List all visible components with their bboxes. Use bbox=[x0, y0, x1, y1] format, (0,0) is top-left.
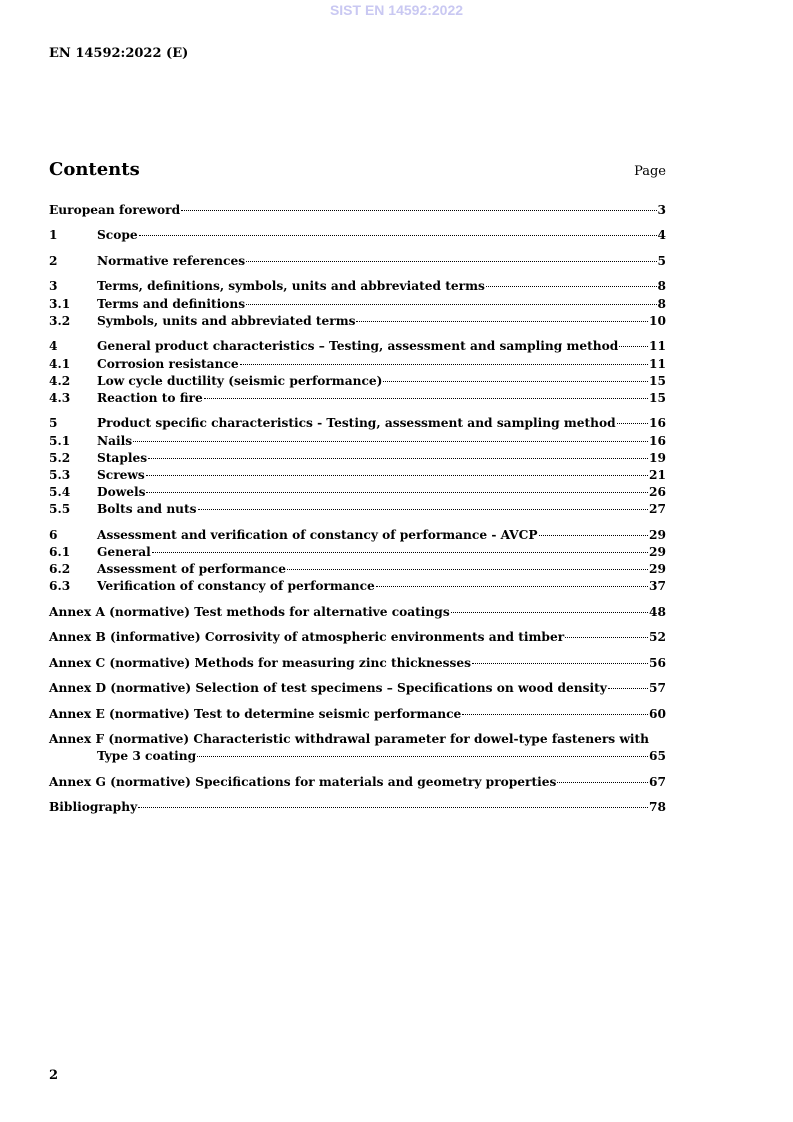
toc-entry-title: Verification of constancy of performance bbox=[97, 579, 375, 594]
toc-entry-continuation[interactable] bbox=[49, 749, 666, 766]
toc-entry[interactable] bbox=[49, 579, 666, 596]
toc-entry[interactable] bbox=[49, 707, 666, 724]
toc-entry-page: 29 bbox=[649, 562, 666, 577]
toc-group bbox=[49, 203, 666, 220]
toc-entry-number: 6.3 bbox=[49, 579, 71, 594]
toc-entry[interactable] bbox=[49, 339, 666, 356]
toc-entry-title: Annex F (normative) Characteristic withdrawal parameter for dowel-type fasteners with bbox=[49, 732, 649, 747]
toc-group bbox=[49, 656, 666, 673]
toc-group bbox=[49, 630, 666, 647]
toc-entry-number: 3 bbox=[49, 279, 58, 294]
toc-entry[interactable] bbox=[49, 203, 666, 220]
toc-entry-page: 21 bbox=[649, 467, 666, 482]
toc-group bbox=[49, 775, 666, 792]
toc-entry-title: Annex C (normative) Methods for measuring zinc thicknesses bbox=[49, 655, 471, 670]
dot-leader bbox=[608, 688, 648, 689]
toc-group bbox=[49, 416, 666, 519]
dot-leader bbox=[138, 807, 648, 808]
toc-group bbox=[49, 279, 666, 331]
toc-entry-number: 5.1 bbox=[49, 433, 71, 448]
toc-entry-page: 67 bbox=[649, 774, 666, 789]
toc-entry-page: 60 bbox=[649, 706, 666, 721]
toc-entry-title-continuation: Type 3 coating bbox=[97, 749, 197, 764]
toc-entry[interactable] bbox=[49, 254, 666, 271]
toc-entry-title: Annex B (informative) Corrosivity of atmospheric environments and timber bbox=[49, 630, 565, 645]
dot-leader bbox=[146, 475, 648, 476]
dot-leader bbox=[462, 714, 648, 715]
dot-leader bbox=[472, 663, 648, 664]
dot-leader bbox=[198, 509, 649, 510]
contents-title: Contents bbox=[49, 159, 140, 180]
toc-entry-number: 5.2 bbox=[49, 450, 71, 465]
dot-leader bbox=[139, 235, 657, 236]
dot-leader bbox=[246, 261, 656, 262]
toc-entry-page: 29 bbox=[649, 544, 666, 559]
toc-entry-number: 4.3 bbox=[49, 390, 71, 405]
toc-entry-number: 4.1 bbox=[49, 356, 71, 371]
toc-entry-page: 48 bbox=[649, 604, 666, 619]
toc-entry-page: 57 bbox=[649, 681, 666, 696]
toc-entry-page: 16 bbox=[649, 433, 666, 448]
toc-entry-title: Low cycle ductility (seismic performance) bbox=[97, 373, 383, 388]
toc-entry-title: General product characteristics – Testing, assessment and sampling method bbox=[97, 339, 619, 354]
toc-entry-number: 3.1 bbox=[49, 296, 71, 311]
toc-entry-page: 56 bbox=[649, 655, 666, 670]
toc-group bbox=[49, 254, 666, 271]
page-column-label: Page bbox=[634, 164, 666, 179]
toc-entry-title: Screws bbox=[97, 467, 145, 482]
toc-group bbox=[49, 681, 666, 698]
dot-leader bbox=[557, 782, 648, 783]
toc-entry[interactable] bbox=[49, 562, 666, 579]
toc-entry-page: 5 bbox=[657, 253, 666, 268]
toc-entry-title: General bbox=[97, 544, 151, 559]
toc-entry[interactable] bbox=[49, 357, 666, 374]
toc-entry[interactable] bbox=[49, 485, 666, 502]
toc-entry-title: European foreword bbox=[49, 203, 181, 217]
toc-entry-title: Symbols, units and abbreviated terms bbox=[97, 313, 356, 328]
toc-entry[interactable] bbox=[49, 732, 666, 749]
toc-entry[interactable] bbox=[49, 297, 666, 314]
dot-leader bbox=[133, 441, 648, 442]
toc-entry-page: 27 bbox=[649, 502, 666, 517]
toc-entry-title: Annex D (normative) Selection of test specimens – Specifications on wood density bbox=[49, 681, 607, 696]
toc-entry-title: Annex E (normative) Test to determine seismic performance bbox=[49, 706, 462, 721]
document-header: EN 14592:2022 (E) bbox=[49, 46, 189, 61]
dot-leader bbox=[376, 586, 648, 587]
toc-entry-title: Terms, definitions, symbols, units and abbreviated terms bbox=[97, 279, 485, 294]
dot-leader bbox=[486, 286, 657, 287]
dot-leader bbox=[152, 552, 648, 553]
toc-entry-title: Annex A (normative) Test methods for alternative coatings bbox=[49, 604, 450, 619]
toc-entry-number: 5 bbox=[49, 416, 58, 431]
toc-entry-page: 78 bbox=[649, 800, 666, 815]
dot-leader bbox=[204, 398, 648, 399]
dot-leader bbox=[356, 321, 648, 322]
toc-entry-number: 6.1 bbox=[49, 544, 71, 559]
toc-entry[interactable] bbox=[49, 605, 666, 622]
dot-leader bbox=[617, 423, 648, 424]
toc-entry-page: 16 bbox=[649, 416, 666, 431]
watermark: SIST EN 14592:2022 bbox=[329, 2, 464, 18]
toc-entry-page: 26 bbox=[649, 485, 666, 500]
toc-entry-title: Reaction to fire bbox=[97, 390, 203, 405]
dot-leader bbox=[383, 381, 648, 382]
toc-entry-page: 8 bbox=[657, 296, 666, 311]
toc-group bbox=[49, 707, 666, 724]
toc-entry-page: 15 bbox=[649, 373, 666, 388]
dot-leader bbox=[565, 637, 648, 638]
toc-entry-title: Bolts and nuts bbox=[97, 502, 197, 517]
toc-entry[interactable] bbox=[49, 279, 666, 296]
dot-leader bbox=[197, 756, 648, 757]
toc-entry[interactable] bbox=[49, 656, 666, 673]
dot-leader bbox=[246, 304, 656, 305]
toc-entry-page: 3 bbox=[657, 203, 666, 217]
toc-entry-title: Staples bbox=[97, 450, 148, 465]
toc-entry[interactable] bbox=[49, 681, 666, 698]
toc-entry[interactable] bbox=[49, 528, 666, 545]
toc-group bbox=[49, 228, 666, 245]
dot-leader bbox=[146, 492, 648, 493]
toc-group bbox=[49, 800, 666, 817]
dot-leader bbox=[451, 612, 648, 613]
toc-entry[interactable] bbox=[49, 451, 666, 468]
toc-group bbox=[49, 605, 666, 622]
toc-entry-page: 19 bbox=[649, 450, 666, 465]
toc-entry[interactable] bbox=[49, 468, 666, 485]
toc-entry[interactable] bbox=[49, 775, 666, 792]
toc-entry-title: Assessment and verification of constancy of performance - AVCP bbox=[97, 527, 538, 542]
toc-entry-page: 11 bbox=[649, 356, 666, 371]
toc-entry-number: 5.5 bbox=[49, 502, 71, 517]
toc-entry-number: 4 bbox=[49, 339, 58, 354]
toc-entry-title: Annex G (normative) Specifications for materials and geometry properties bbox=[49, 774, 557, 789]
toc-entry-page: 52 bbox=[649, 630, 666, 645]
toc-entry-title: Terms and definitions bbox=[97, 296, 246, 311]
toc-entry-page: 8 bbox=[657, 279, 666, 294]
toc-group bbox=[49, 732, 666, 766]
page-number: 2 bbox=[49, 1068, 59, 1083]
toc-group bbox=[49, 339, 666, 408]
toc-entry[interactable] bbox=[49, 434, 666, 451]
toc-entry[interactable] bbox=[49, 374, 666, 391]
toc-entry-number: 2 bbox=[49, 253, 58, 268]
toc-entry-page: 37 bbox=[649, 579, 666, 594]
toc-entry[interactable] bbox=[49, 416, 666, 433]
toc-entry-page: 4 bbox=[657, 228, 666, 243]
toc-entry-title: Normative references bbox=[97, 253, 246, 268]
toc-entry-number: 6.2 bbox=[49, 562, 71, 577]
dot-leader bbox=[287, 569, 648, 570]
toc-entry-number: 1 bbox=[49, 228, 58, 243]
toc-group bbox=[49, 528, 666, 597]
dot-leader bbox=[539, 535, 649, 536]
toc-entry-number: 6 bbox=[49, 527, 58, 542]
toc-entry-title: Bibliography bbox=[49, 800, 138, 815]
toc-entry-number: 3.2 bbox=[49, 313, 71, 328]
toc-entry-page: 65 bbox=[649, 749, 666, 764]
toc-entry-title: Assessment of performance bbox=[97, 562, 286, 577]
toc-entry-number: 5.3 bbox=[49, 467, 71, 482]
toc-entry-page: 11 bbox=[649, 339, 666, 354]
toc-entry-page: 15 bbox=[649, 390, 666, 405]
toc-entry-title: Scope bbox=[97, 228, 138, 243]
toc-entry-title: Corrosion resistance bbox=[97, 356, 239, 371]
toc-entry-number: 4.2 bbox=[49, 373, 71, 388]
toc-entry-number: 5.4 bbox=[49, 485, 71, 500]
toc-entry[interactable] bbox=[49, 391, 666, 408]
dot-leader bbox=[148, 458, 648, 459]
dot-leader bbox=[240, 364, 648, 365]
toc-entry[interactable] bbox=[49, 545, 666, 562]
toc-entry[interactable] bbox=[49, 314, 666, 331]
dot-leader bbox=[619, 346, 648, 347]
toc-entry-page: 10 bbox=[649, 313, 666, 328]
toc-entry[interactable] bbox=[49, 502, 666, 519]
dot-leader bbox=[181, 210, 656, 211]
toc-entry[interactable] bbox=[49, 630, 666, 647]
toc-entry-title: Dowels bbox=[97, 485, 146, 500]
toc-entry[interactable] bbox=[49, 228, 666, 245]
toc-entry-title: Nails bbox=[97, 433, 133, 448]
toc-entry-page: 29 bbox=[649, 527, 666, 542]
toc-entry-title: Product specific characteristics - Testing, assessment and sampling method bbox=[97, 416, 616, 431]
toc-entry[interactable] bbox=[49, 800, 666, 817]
table-of-contents bbox=[49, 203, 666, 826]
